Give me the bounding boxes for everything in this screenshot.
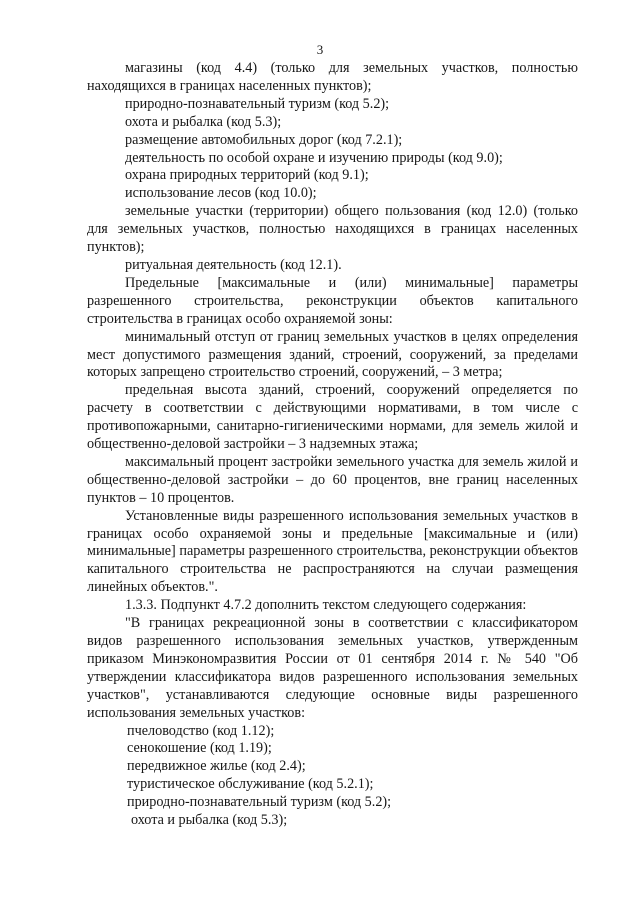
paragraph: ритуальная деятельность (код 12.1). <box>125 256 342 273</box>
paragraph: "В границах рекреационной зоны в соответствии с классификатором видов разрешенного использования земельных участков, утвержденным приказом Минэкономразвития России от 01 сентября 2014 г. № 540 "Об утверждении классификатора видов разрешенного использования земельных участков", устанавливаются следующие основные виды разрешенного использования земельных участков: <box>87 615 578 721</box>
paragraph: размещение автомобильных дорог (код 7.2.1); <box>125 131 403 148</box>
paragraph: 1.3.3. Подпункт 4.7.2 дополнить текстом следующего содержания: <box>125 597 527 614</box>
paragraph: охота и рыбалка (код 5.3); <box>131 812 288 829</box>
paragraph: передвижное жилье (код 2.4); <box>127 758 306 775</box>
paragraph: использование лесов (код 10.0); <box>125 185 317 202</box>
paragraph: пчеловодство (код 1.12); <box>127 722 275 739</box>
paragraph: земельные участки (территории) общего пользования (код 12.0) (только для земельных участков, полностью находящихся в границах населенных пунктов); <box>87 203 578 256</box>
document-body <box>87 60 578 830</box>
paragraph: деятельность по особой охране и изучению природы (код 9.0); <box>125 149 503 166</box>
paragraph: Предельные [максимальные и (или) минимальные] параметры разрешенного строительства, реконструкции объектов капитального строительства в границах особо охраняемой зоны: <box>87 274 578 327</box>
paragraph: максимальный процент застройки земельного участка для земель жилой и общественно-деловой застройки – до 60 процентов, вне границ населенных пунктов – 10 процентов. <box>87 453 578 506</box>
paragraph: предельная высота зданий, строений, сооружений определяется по расчету в соответствии с действующими нормативами, в том числе с противопожарными, санитарно-гигиеническими нормами, для земель жилой и общественно-деловой застройки – 3 надземных этажа; <box>87 382 578 453</box>
paragraph: сенокошение (код 1.19); <box>127 740 272 757</box>
page-number: 3 <box>316 42 324 57</box>
paragraph: туристическое обслуживание (код 5.2.1); <box>127 776 374 793</box>
paragraph: охота и рыбалка (код 5.3); <box>125 113 282 130</box>
paragraph: охрана природных территорий (код 9.1); <box>125 167 369 184</box>
paragraph: природно-познавательный туризм (код 5.2); <box>125 95 390 112</box>
paragraph: Установленные виды разрешенного использования земельных участков в границах особо охраняемой зоны и предельные [максимальные и (или) минимальные] параметры разрешенного строительства, реконструкции объектов капитального строительства не распространяются на случаи размещения линейных объектов.". <box>87 507 578 596</box>
paragraph: магазины (код 4.4) (только для земельных участков, полностью находящихся в границах населенных пунктов); <box>87 60 578 94</box>
paragraph: природно-познавательный туризм (код 5.2); <box>127 794 392 811</box>
paragraph: минимальный отступ от границ земельных участков в целях определения мест допустимого размещения зданий, строений, сооружений, за пределами которых запрещено строительство строений, сооружений, – 3 метра; <box>87 328 578 381</box>
